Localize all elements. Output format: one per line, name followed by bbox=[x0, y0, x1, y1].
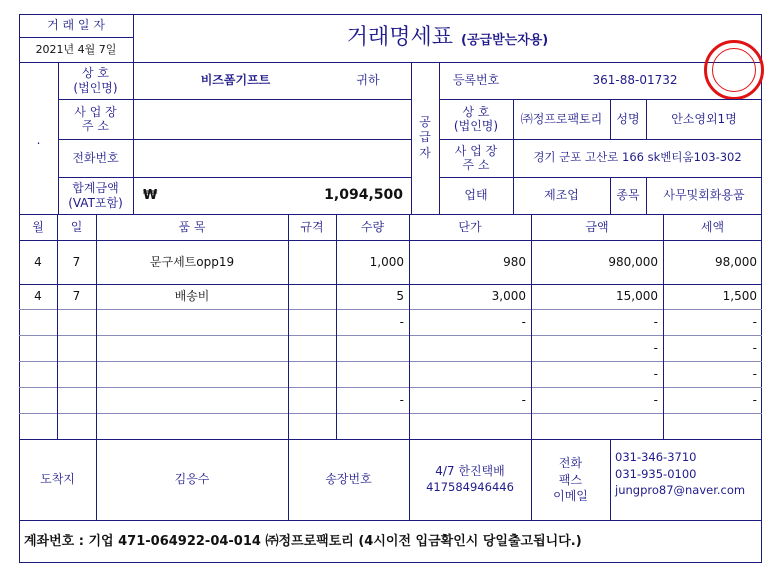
buyer-total-label: 합계금액 (VAT포함) bbox=[68, 181, 123, 210]
courier-line2: 417584946446 bbox=[426, 479, 514, 494]
item-cell: - bbox=[752, 366, 757, 381]
biz-type-label: 업태 bbox=[464, 188, 488, 203]
buyer-honorific: 귀하 bbox=[356, 73, 380, 88]
company-seal bbox=[704, 40, 764, 100]
rep-label: 성명 bbox=[616, 111, 640, 126]
item-cell bbox=[288, 387, 336, 413]
item-cell: - bbox=[399, 314, 404, 329]
item-cell: 1,000 bbox=[369, 254, 404, 269]
destination-label: 도착지 bbox=[40, 472, 75, 487]
item-cell bbox=[409, 413, 531, 439]
item-cell: - bbox=[752, 314, 757, 329]
email-label: 이메일 bbox=[553, 489, 588, 504]
item-cell bbox=[336, 361, 409, 387]
item-cell: - bbox=[521, 392, 526, 407]
item-cell bbox=[96, 361, 288, 387]
title-sub: (공급받는자용) bbox=[461, 32, 549, 48]
items-header-cell: 세액 bbox=[700, 219, 725, 234]
item-cell: - bbox=[653, 366, 658, 381]
item-cell bbox=[288, 240, 336, 284]
item-cell: 4 bbox=[34, 289, 42, 304]
contact-values bbox=[610, 449, 762, 511]
item-cell bbox=[409, 335, 531, 361]
item-cell: - bbox=[399, 392, 404, 407]
biz-item: 사무및회화용품 bbox=[663, 188, 745, 203]
item-cell bbox=[288, 361, 336, 387]
item-cell: - bbox=[752, 392, 757, 407]
item-cell bbox=[288, 284, 336, 309]
item-cell bbox=[96, 413, 288, 439]
item-cell: - bbox=[653, 314, 658, 329]
item-cell bbox=[19, 361, 57, 387]
item-cell bbox=[531, 413, 663, 439]
contact-labels bbox=[531, 449, 610, 511]
item-cell bbox=[96, 387, 288, 413]
item-cell: 980,000 bbox=[608, 254, 658, 269]
item-cell bbox=[409, 361, 531, 387]
currency-symbol: ₩ bbox=[143, 187, 158, 203]
rep-name: 안소영외1명 bbox=[671, 111, 737, 126]
supplier-name: ㈜정프로팩토리 bbox=[520, 111, 603, 126]
email: jungpro87@naver.com bbox=[615, 483, 746, 498]
invoice-label: 송장번호 bbox=[325, 472, 372, 487]
supplier-address-label: 사 업 장 주 소 bbox=[454, 143, 498, 172]
biz-item-label: 종목 bbox=[616, 188, 640, 203]
item-cell: - bbox=[752, 340, 757, 355]
courier-line1: 4/7 한진택배 bbox=[435, 464, 505, 479]
item-cell bbox=[57, 335, 96, 361]
bank-account: 계좌번호 : 기업 471-064922-04-014 ㈜정프로팩토리 (4시이전 입금확인시 당일출고됩니다.) bbox=[24, 533, 582, 549]
item-cell bbox=[336, 413, 409, 439]
buyer-name-label: 상 호 (법인명) bbox=[73, 66, 118, 95]
supplier-side-label: 공 급 자 bbox=[419, 114, 431, 160]
item-cell: 15,000 bbox=[616, 289, 658, 304]
item-cell bbox=[96, 309, 288, 335]
buyer-name: 비즈폼기프트 bbox=[200, 73, 271, 88]
phone: 031-346-3710 bbox=[615, 450, 697, 464]
supplier-name-label: 상 호 (법인명) bbox=[453, 104, 499, 133]
item-cell bbox=[57, 309, 96, 335]
items-header-cell: 규격 bbox=[300, 219, 324, 234]
item-cell: 98,000 bbox=[715, 254, 757, 269]
item-cell: 980 bbox=[503, 254, 526, 269]
items-header-cell: 일 bbox=[70, 219, 83, 234]
item-cell: 4 bbox=[34, 254, 42, 269]
supplier-address: 경기 군포 고산로 166 sk벤티움103-302 bbox=[533, 150, 742, 165]
item-cell: 문구세트opp19 bbox=[149, 254, 235, 269]
item-cell: 1,500 bbox=[722, 289, 757, 304]
item-cell bbox=[19, 387, 57, 413]
biz-type: 제조업 bbox=[544, 188, 579, 203]
reg-number-label: 등록번호 bbox=[452, 73, 500, 88]
item-cell bbox=[288, 413, 336, 439]
item-cell: 5 bbox=[396, 289, 404, 304]
document-title bbox=[133, 14, 762, 62]
item-cell bbox=[57, 361, 96, 387]
courier-info bbox=[409, 439, 531, 520]
items-header-cell: 수량 bbox=[360, 219, 385, 234]
item-cell bbox=[336, 335, 409, 361]
item-cell bbox=[19, 309, 57, 335]
items-header-cell: 월 bbox=[32, 219, 44, 234]
total-amount: 1,094,500 bbox=[324, 187, 403, 204]
items-header-cell: 품 목 bbox=[178, 219, 206, 234]
reg-number: 361-88-01732 bbox=[592, 73, 678, 88]
item-cell bbox=[57, 413, 96, 439]
date-value: 2021년 4월 7일 bbox=[35, 42, 117, 56]
items-header-cell: 금액 bbox=[585, 219, 609, 234]
buyer-dot: . bbox=[36, 132, 41, 147]
buyer-address-label: 사 업 장 주 소 bbox=[74, 104, 117, 133]
item-cell bbox=[57, 387, 96, 413]
item-cell bbox=[663, 413, 762, 439]
item-cell: 3,000 bbox=[491, 289, 526, 304]
item-cell bbox=[19, 413, 57, 439]
items-header-cell: 단가 bbox=[458, 219, 482, 234]
phone-label: 전화 bbox=[558, 455, 583, 470]
item-cell bbox=[288, 309, 336, 335]
destination: 김응수 bbox=[174, 472, 210, 487]
item-cell: - bbox=[521, 314, 526, 329]
fax: 031-935-0100 bbox=[615, 466, 697, 481]
title-main: 거래명세표 bbox=[346, 24, 454, 50]
item-cell bbox=[288, 335, 336, 361]
buyer-phone-label: 전화번호 bbox=[72, 150, 119, 165]
fax-label: 팩스 bbox=[558, 472, 583, 487]
item-cell bbox=[96, 335, 288, 361]
item-cell: - bbox=[653, 340, 658, 355]
item-cell: 7 bbox=[72, 289, 81, 304]
date-label: 거 래 일 자 bbox=[47, 18, 105, 33]
item-cell: - bbox=[653, 392, 658, 407]
item-cell: 7 bbox=[72, 254, 81, 269]
item-cell: 배송비 bbox=[174, 289, 210, 304]
item-cell bbox=[19, 335, 57, 361]
